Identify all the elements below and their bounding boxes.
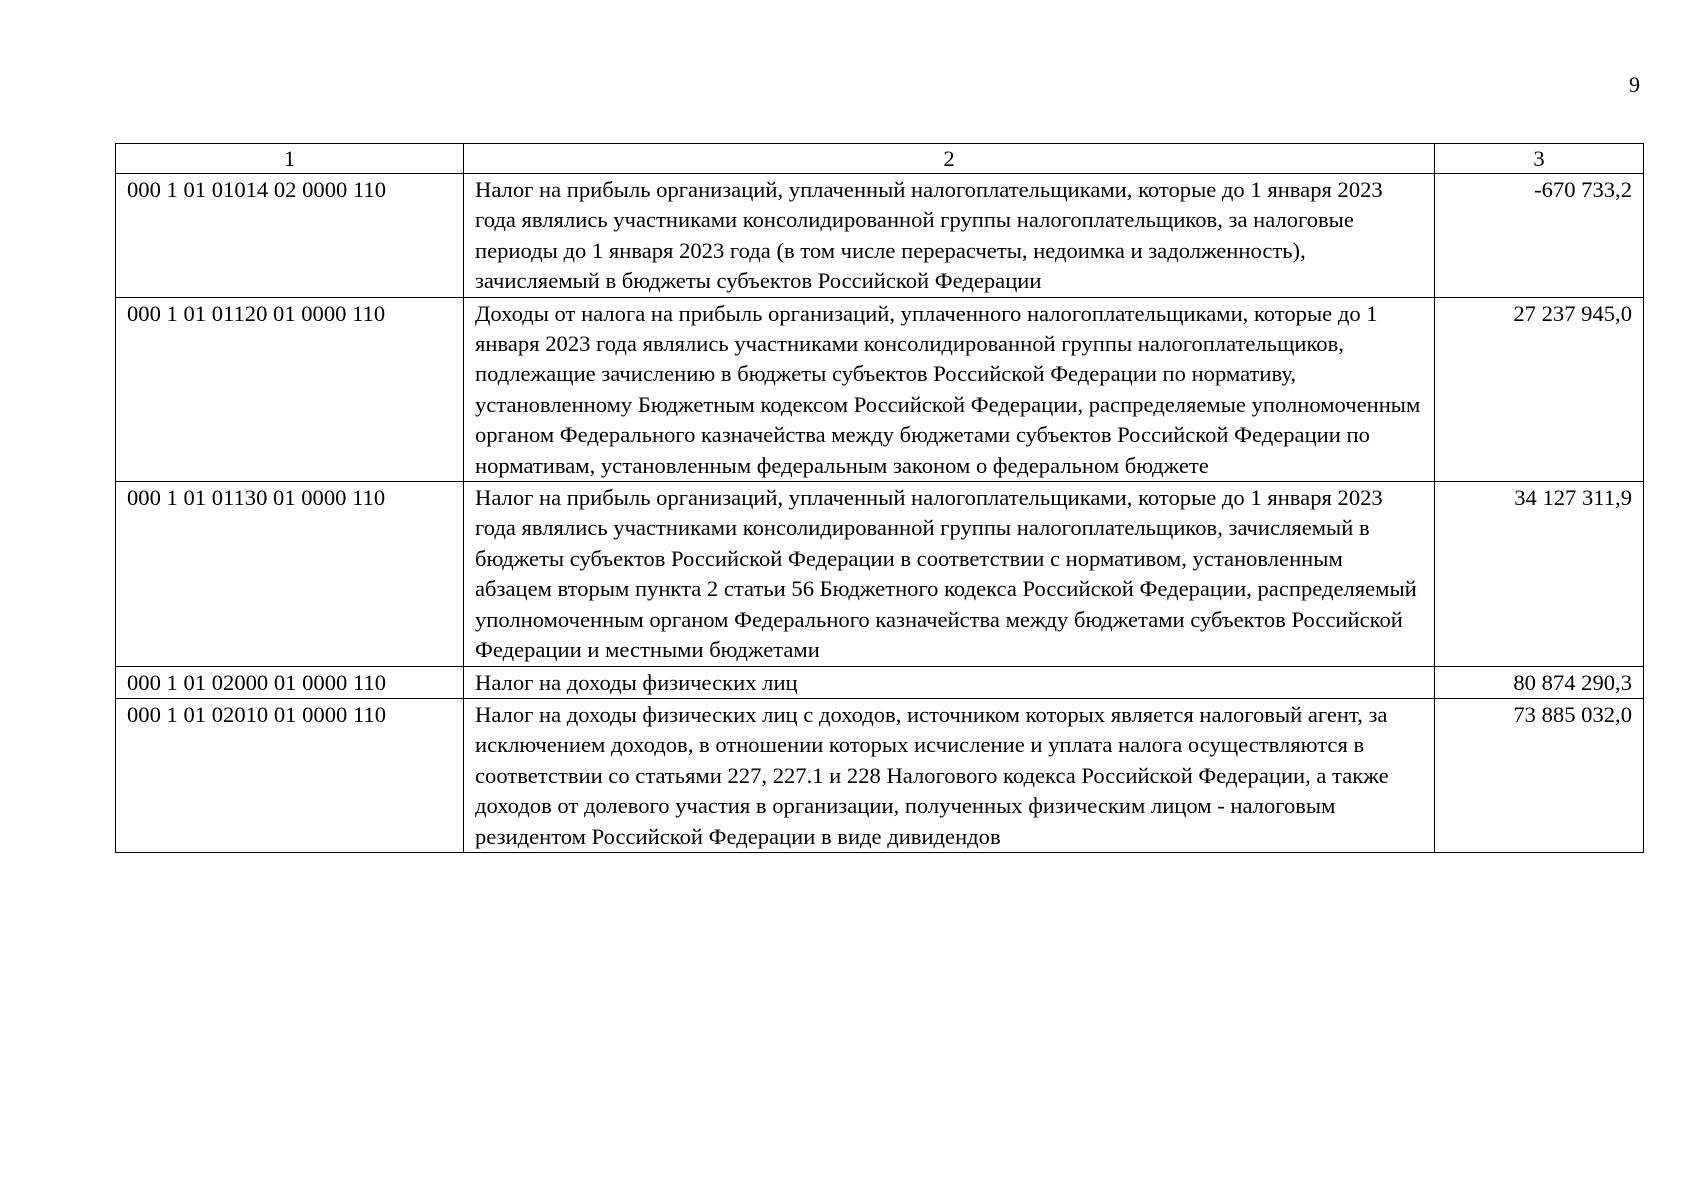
budget-code-cell: 000 1 01 01130 01 0000 110 (116, 482, 464, 666)
budget-code-cell: 000 1 01 01014 02 0000 110 (116, 174, 464, 298)
revenue-name-cell: Налог на доходы физических лиц (464, 666, 1435, 698)
table-row (116, 666, 1644, 698)
column-header-name: 2 (464, 144, 1435, 174)
revenue-name-cell: Доходы от налога на прибыль организаций, уплаченного налогоплательщиками, которые до 1 января 2023 года являлись участниками консолидированной группы налогоплательщиков, подлежащие зачислению в бюджеты субъектов Российской Федерации по нормативу, установленному Бюджетным кодексом Российской Федерации, распределяемые уполномоченным органом Федерального казначейства между бюджетами субъектов Российской Федерации по нормативам, установленным федеральным законом о федеральном бюджете (464, 297, 1435, 481)
amount-cell: 34 127 311,9 (1435, 482, 1644, 666)
revenue-table (115, 143, 1644, 853)
amount-cell: 80 874 290,3 (1435, 666, 1644, 698)
page-number: 9 (1629, 72, 1640, 97)
amount-cell: -670 733,2 (1435, 174, 1644, 298)
budget-code-cell: 000 1 01 01120 01 0000 110 (116, 297, 464, 481)
column-header-code: 1 (116, 144, 464, 174)
amount-cell: 73 885 032,0 (1435, 698, 1644, 852)
table-row (116, 297, 1644, 481)
budget-code-cell: 000 1 01 02000 01 0000 110 (116, 666, 464, 698)
table-row (116, 482, 1644, 666)
table-row (116, 174, 1644, 298)
amount-cell: 27 237 945,0 (1435, 297, 1644, 481)
budget-code-cell: 000 1 01 02010 01 0000 110 (116, 698, 464, 852)
revenue-name-cell: Налог на доходы физических лиц с доходов, источником которых является налоговый агент, за исключением доходов, в отношении которых исчисление и уплата налога осуществляются в соответствии со статьями 227, 227.1 и 228 Налогового кодекса Российской Федерации, а также доходов от долевого участия в организации, полученных физическим лицом - налоговым резидентом Российской Федерации в виде дивидендов (464, 698, 1435, 852)
column-header-amount: 3 (1435, 144, 1644, 174)
revenue-name-cell: Налог на прибыль организаций, уплаченный налогоплательщиками, которые до 1 января 2023 года являлись участниками консолидированной группы налогоплательщиков, зачисляемый в бюджеты субъектов Российской Федерации в соответствии с нормативом, установленным абзацем вторым пункта 2 статьи 56 Бюджетного кодекса Российской Федерации, распределяемый уполномоченным органом Федерального казначейства между бюджетами субъектов Российской Федерации и местными бюджетами (464, 482, 1435, 666)
table-row (116, 698, 1644, 852)
revenue-name-cell: Налог на прибыль организаций, уплаченный налогоплательщиками, которые до 1 января 2023 года являлись участниками консолидированной группы налогоплательщиков, за налоговые периоды до 1 января 2023 года (в том числе перерасчеты, недоимка и задолженность), зачисляемый в бюджеты субъектов Российской Федерации (464, 174, 1435, 298)
table-header-row (116, 144, 1644, 174)
